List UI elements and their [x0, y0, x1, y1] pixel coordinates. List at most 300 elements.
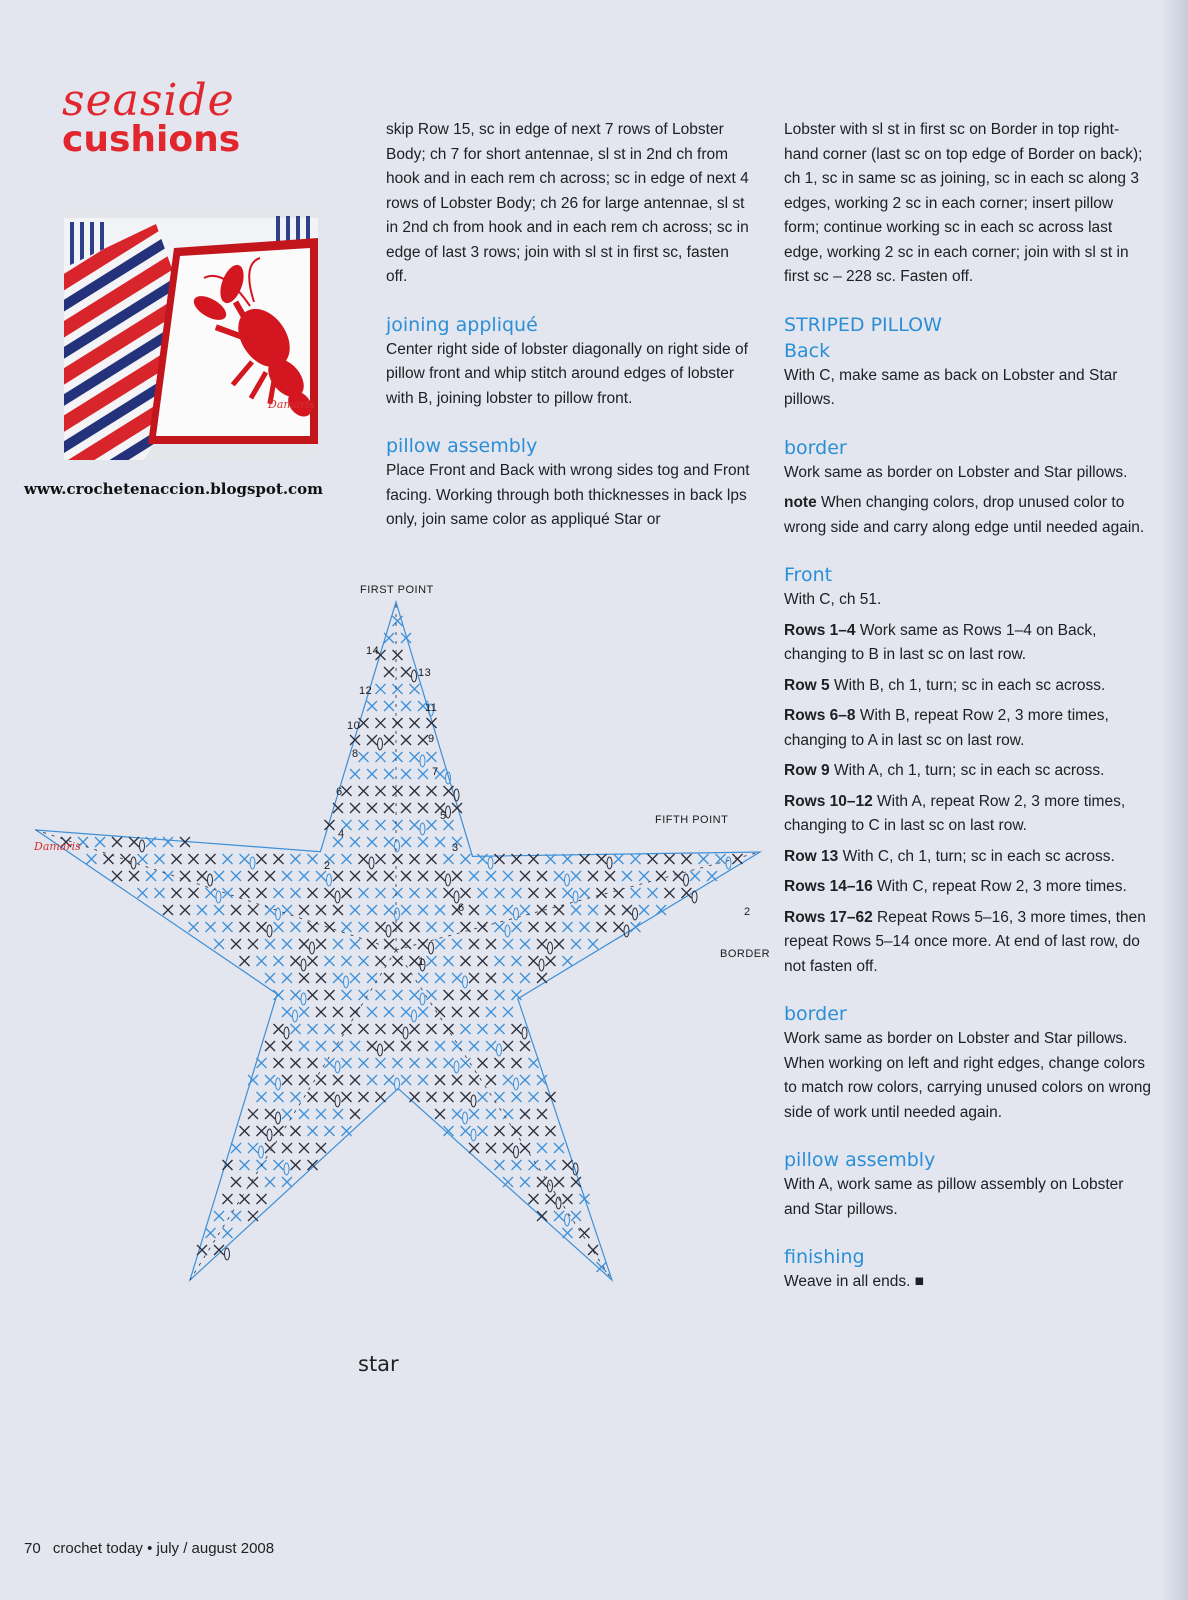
chain-stitch-mark — [471, 1129, 476, 1141]
stitch-mark — [401, 735, 411, 745]
stitch-mark — [248, 871, 258, 881]
stitch-mark — [435, 1041, 445, 1051]
finishing-heading: finishing — [784, 1246, 865, 1268]
stitch-mark — [282, 1007, 292, 1017]
chart-row-number: 8 — [352, 748, 359, 760]
stitch-mark — [308, 990, 318, 1000]
stitch-mark — [376, 956, 386, 966]
stitch-mark — [452, 1109, 462, 1119]
stitch-mark — [452, 1075, 462, 1085]
stitch-mark — [401, 803, 411, 813]
stitch-mark — [486, 973, 496, 983]
chart-row-number: 6 — [458, 902, 465, 914]
stitch-mark — [401, 769, 411, 779]
stitch-mark — [401, 837, 411, 847]
stitch-mark — [512, 1024, 522, 1034]
stitch-mark — [418, 905, 428, 915]
stitch-mark — [384, 1007, 394, 1017]
chain-stitch-mark — [488, 857, 493, 869]
stitch-mark — [444, 786, 454, 796]
stitch-mark — [333, 1109, 343, 1119]
stitch-mark — [180, 871, 190, 881]
chain-stitch-mark — [429, 942, 434, 954]
stitch-mark — [537, 871, 547, 881]
stitch-mark — [274, 922, 284, 932]
chain-stitch-mark — [395, 840, 400, 852]
stitch-mark — [588, 871, 598, 881]
stitch-mark — [648, 888, 658, 898]
stitch-mark — [299, 1143, 309, 1153]
stitch-mark — [138, 888, 148, 898]
stitch-mark — [376, 1058, 386, 1068]
stitch-mark — [299, 939, 309, 949]
assembly-heading: pillow assembly — [386, 435, 538, 457]
middle-intro: skip Row 15, sc in edge of next 7 rows of Lobster Body; ch 7 for short antennae, sl st in 2nd ch from hook and in each rem ch across; sc in edge of next 4 rows of Lobster Body; ch 26 for large antennae, sl st in 2nd ch from hook and in each rem ch across; sc in edge of last 3 rows; join with sl st in first sc, fasten off. — [386, 121, 749, 285]
stitch-mark — [291, 922, 301, 932]
stitch-mark — [461, 1058, 471, 1068]
stitch-mark — [282, 1143, 292, 1153]
stitch-mark — [257, 1058, 267, 1068]
stitch-mark — [401, 871, 411, 881]
chain-stitch-mark — [344, 976, 349, 988]
stitch-mark — [503, 871, 513, 881]
stitch-mark — [384, 735, 394, 745]
stitch-mark — [520, 1041, 530, 1051]
stitch-mark — [359, 956, 369, 966]
stitch-mark — [673, 871, 683, 881]
stitch-mark — [614, 888, 624, 898]
stitch-mark — [308, 888, 318, 898]
stitch-mark — [588, 1245, 598, 1255]
stitch-mark — [469, 973, 479, 983]
stitch-mark — [418, 837, 428, 847]
note-text: When changing colors, drop unused color to wrong side and carry along edge until needed again. — [784, 494, 1145, 536]
stitch-mark — [350, 1007, 360, 1017]
stitch-mark — [529, 956, 539, 966]
chain-stitch-mark — [131, 857, 136, 869]
stitch-mark — [401, 1007, 411, 1017]
stitch-mark — [580, 922, 590, 932]
stitch-mark — [648, 854, 658, 864]
chart-row-number: 4 — [338, 828, 345, 840]
stitch-mark — [248, 939, 258, 949]
stitch-mark — [240, 922, 250, 932]
stitch-mark — [427, 1092, 437, 1102]
stitch-mark — [478, 854, 488, 864]
stitch-mark — [308, 956, 318, 966]
pillows-illustration — [64, 208, 318, 460]
stitch-mark — [580, 854, 590, 864]
stitch-mark — [427, 786, 437, 796]
stitch-mark — [376, 1024, 386, 1034]
stitch-mark — [546, 1126, 556, 1136]
chain-stitch-mark — [607, 857, 612, 869]
stitch-mark — [707, 871, 717, 881]
page-title — [62, 75, 241, 160]
stitch-mark — [478, 1126, 488, 1136]
stitch-mark — [665, 854, 675, 864]
stitch-mark — [554, 1143, 564, 1153]
chain-stitch-mark — [259, 1146, 264, 1158]
stitch-mark — [282, 939, 292, 949]
stitch-mark — [138, 854, 148, 864]
column-middle — [386, 118, 752, 533]
stitch-mark — [622, 905, 632, 915]
chain-stitch-mark — [726, 857, 731, 869]
chain-stitch-mark — [463, 1112, 468, 1124]
stitch-mark — [359, 752, 369, 762]
stitch-mark — [367, 769, 377, 779]
chart-row-number: 2 — [324, 860, 331, 872]
footer-bullet: • — [147, 1540, 157, 1557]
stitch-mark — [461, 990, 471, 1000]
stitch-mark — [418, 735, 428, 745]
stitch-mark — [529, 1160, 539, 1170]
page-footer — [24, 1540, 274, 1557]
stitch-mark — [401, 1075, 411, 1085]
chain-stitch-mark — [565, 1214, 570, 1226]
stitch-mark — [274, 990, 284, 1000]
chain-stitch-mark — [301, 959, 306, 971]
stitch-mark — [316, 973, 326, 983]
stitch-mark — [367, 905, 377, 915]
stitch-mark — [435, 1075, 445, 1085]
stitch-mark — [418, 939, 428, 949]
stitch-mark — [469, 871, 479, 881]
stitch-mark — [240, 1126, 250, 1136]
stitch-mark — [129, 871, 139, 881]
stitch-mark — [197, 871, 207, 881]
stitch-mark — [146, 871, 156, 881]
stitch-mark — [316, 1075, 326, 1085]
stitch-mark — [316, 1007, 326, 1017]
row-instruction: Row 9 With A, ch 1, turn; sc in each sc across. — [784, 762, 1105, 779]
stitch-mark — [435, 905, 445, 915]
stitch-mark — [206, 922, 216, 932]
stitch-mark — [274, 1126, 284, 1136]
stitch-mark — [478, 1058, 488, 1068]
photo-watermark: Damaris — [268, 398, 315, 411]
stitch-mark — [299, 1007, 309, 1017]
stitch-mark — [223, 854, 233, 864]
stitch-mark — [461, 1092, 471, 1102]
stitch-mark — [495, 1058, 505, 1068]
stitch-mark — [291, 956, 301, 966]
stitch-mark — [512, 956, 522, 966]
stitch-mark — [359, 1058, 369, 1068]
stitch-mark — [614, 854, 624, 864]
chain-stitch-mark — [310, 942, 315, 954]
stitch-mark — [112, 871, 122, 881]
stitch-mark — [299, 973, 309, 983]
stitch-mark — [563, 1228, 573, 1238]
stitch-mark — [571, 939, 581, 949]
stitch-mark — [393, 888, 403, 898]
stitch-mark — [512, 922, 522, 932]
stitch-mark — [444, 888, 454, 898]
stitch-mark — [384, 667, 394, 677]
stitch-mark — [308, 1058, 318, 1068]
stitch-mark — [248, 1211, 258, 1221]
stitch-mark — [240, 956, 250, 966]
chain-stitch-mark — [335, 1095, 340, 1107]
stitch-mark — [418, 871, 428, 881]
stitch-mark — [410, 990, 420, 1000]
stitch-mark — [367, 871, 377, 881]
stitch-mark — [520, 871, 530, 881]
stitch-mark — [274, 1092, 284, 1102]
stitch-mark — [342, 1092, 352, 1102]
stitch-mark — [248, 905, 258, 915]
finishing-text: Weave in all ends. ■ — [784, 1273, 925, 1290]
stitch-mark — [248, 1109, 258, 1119]
stitch-mark — [257, 1126, 267, 1136]
row-instruction: Rows 17–62 Repeat Rows 5–16, 3 more times, then repeat Rows 5–14 once more. At end of last row, do not fasten off. — [784, 908, 1146, 975]
stitch-mark — [384, 973, 394, 983]
stitch-mark — [316, 1041, 326, 1051]
chart-row-number: 6 — [336, 786, 343, 798]
stitch-mark — [554, 871, 564, 881]
row-instruction: Row 13 With C, ch 1, turn; sc in each sc across. — [784, 847, 1115, 865]
stitch-mark — [308, 922, 318, 932]
stitch-mark — [359, 1024, 369, 1034]
stitch-mark — [410, 820, 420, 830]
stitch-mark — [427, 1024, 437, 1034]
page-number: 70 — [24, 1540, 41, 1557]
stitch-mark — [359, 820, 369, 830]
pillows-photo — [64, 208, 318, 460]
stitch-mark — [452, 973, 462, 983]
stitch-mark — [563, 1194, 573, 1204]
border2-heading: border — [784, 1003, 847, 1025]
chain-stitch-mark — [412, 670, 417, 682]
stitch-mark — [486, 1143, 496, 1153]
stitch-mark — [444, 922, 454, 932]
note-label: note — [784, 494, 817, 511]
chain-stitch-mark — [327, 874, 332, 886]
stitch-mark — [350, 1109, 360, 1119]
stitch-mark — [537, 1211, 547, 1221]
chain-stitch-mark — [514, 1078, 519, 1090]
chain-stitch-mark — [573, 891, 578, 903]
stitch-mark — [325, 1058, 335, 1068]
stitch-mark — [461, 922, 471, 932]
chain-stitch-mark — [573, 1163, 578, 1175]
stitch-mark — [512, 1092, 522, 1102]
stitch-mark — [418, 1007, 428, 1017]
stitch-mark — [257, 956, 267, 966]
stitch-mark — [537, 1109, 547, 1119]
stitch-mark — [401, 905, 411, 915]
first-point-label: FIRST POINT — [360, 584, 434, 596]
stitch-mark — [427, 752, 437, 762]
stitch-mark — [350, 905, 360, 915]
stitch-mark — [427, 922, 437, 932]
stitch-mark — [410, 888, 420, 898]
stitch-mark — [163, 837, 173, 847]
chain-stitch-mark — [471, 1095, 476, 1107]
stitch-mark — [367, 973, 377, 983]
stitch-mark — [265, 973, 275, 983]
stitch-mark — [231, 871, 241, 881]
stitch-mark — [554, 905, 564, 915]
stitch-mark — [325, 1126, 335, 1136]
stitch-mark — [350, 871, 360, 881]
right-intro: Lobster with sl st in first sc on Border in top right-hand corner (last sc on top edge of Border on back); ch 1, sc in same sc as joining, sc in each sc along 3 edges, working 2 sc in each corner; insert pillow form; continue working sc in each sc across last edge, working 2 sc in each corner; join with sl st in first sc – 228 sc. Fasten off. — [784, 121, 1143, 285]
stitch-mark — [231, 905, 241, 915]
stitch-mark — [520, 939, 530, 949]
title-main: cushions — [62, 119, 241, 160]
chain-stitch-mark — [225, 1248, 230, 1260]
stitch-mark — [486, 1075, 496, 1085]
stitch-mark — [189, 854, 199, 864]
stitch-mark — [291, 1058, 301, 1068]
chain-stitch-mark — [539, 959, 544, 971]
stitch-mark — [512, 1160, 522, 1170]
stitch-mark — [452, 939, 462, 949]
chain-stitch-mark — [446, 874, 451, 886]
stitch-mark — [665, 888, 675, 898]
stitch-mark — [214, 871, 224, 881]
star-crochet-chart — [22, 590, 782, 1330]
stitch-mark — [231, 1143, 241, 1153]
stitch-mark — [325, 1024, 335, 1034]
stitch-mark — [631, 854, 641, 864]
stitch-mark — [690, 871, 700, 881]
stitch-mark — [418, 1041, 428, 1051]
stitch-mark — [503, 1041, 513, 1051]
chart-caption: star — [358, 1352, 399, 1376]
stitch-mark — [367, 1007, 377, 1017]
chain-stitch-mark — [395, 1078, 400, 1090]
stitch-mark — [282, 1075, 292, 1085]
stitch-mark — [435, 837, 445, 847]
stitch-mark — [580, 1194, 590, 1204]
chain-stitch-mark — [267, 1129, 272, 1141]
stitch-mark — [461, 1126, 471, 1136]
stitch-mark — [325, 1092, 335, 1102]
stitch-mark — [435, 939, 445, 949]
stitch-mark — [342, 990, 352, 1000]
stitch-mark — [427, 854, 437, 864]
stitch-mark — [350, 939, 360, 949]
stitch-mark — [274, 888, 284, 898]
stitch-mark — [520, 1109, 530, 1119]
stitch-mark — [189, 888, 199, 898]
stitch-mark — [631, 922, 641, 932]
stitch-mark — [316, 1143, 326, 1153]
chain-stitch-mark — [276, 1112, 281, 1124]
magazine-name: crochet today — [52, 1540, 143, 1557]
stitch-mark — [410, 718, 420, 728]
joining-text: Center right side of lobster diagonally on right side of pillow front and whip stitch around edges of lobster with B, joining lobster to pillow front. — [386, 340, 748, 407]
stitch-mark — [308, 1126, 318, 1136]
stitch-mark — [265, 1109, 275, 1119]
stitch-mark — [529, 1092, 539, 1102]
chain-stitch-mark — [463, 976, 468, 988]
stitch-mark — [427, 956, 437, 966]
stitch-mark — [350, 769, 360, 779]
stitch-mark — [410, 786, 420, 796]
stitch-mark — [486, 871, 496, 881]
stitch-mark — [461, 956, 471, 966]
stitch-mark — [410, 922, 420, 932]
stitch-mark — [316, 939, 326, 949]
chart-row-number: 11 — [425, 702, 438, 714]
chain-stitch-mark — [267, 925, 272, 937]
stitch-mark — [554, 1177, 564, 1187]
stitch-mark — [350, 837, 360, 847]
stitch-mark — [546, 956, 556, 966]
stitch-mark — [197, 905, 207, 915]
stitch-mark — [384, 769, 394, 779]
stitch-mark — [384, 939, 394, 949]
stitch-mark — [350, 973, 360, 983]
stitch-mark — [291, 1024, 301, 1034]
stitch-mark — [537, 1143, 547, 1153]
stitch-mark — [418, 973, 428, 983]
stitch-mark — [316, 905, 326, 915]
stitch-mark — [342, 786, 352, 796]
stitch-mark — [529, 1126, 539, 1136]
stitch-mark — [529, 922, 539, 932]
stitch-mark — [257, 1092, 267, 1102]
stitch-mark — [325, 956, 335, 966]
stitch-mark — [529, 1194, 539, 1204]
stitch-mark — [512, 990, 522, 1000]
stitch-mark — [333, 973, 343, 983]
stitch-mark — [299, 871, 309, 881]
stitch-mark — [503, 905, 513, 915]
striped-pillow-heading: STRIPED PILLOW — [784, 313, 942, 336]
stitch-mark — [512, 1058, 522, 1068]
chain-stitch-mark — [505, 925, 510, 937]
stitch-mark — [384, 803, 394, 813]
stitch-mark — [282, 973, 292, 983]
stitch-mark — [503, 1075, 513, 1085]
chain-stitch-mark — [403, 1027, 408, 1039]
border-heading: border — [784, 436, 847, 459]
stitch-mark — [231, 1211, 241, 1221]
stitch-mark — [520, 973, 530, 983]
issue-date: july / august 2008 — [156, 1540, 275, 1557]
chart-signature: Damaris — [34, 840, 81, 853]
stitch-mark — [614, 922, 624, 932]
stitch-mark — [155, 854, 165, 864]
stitch-mark — [265, 1041, 275, 1051]
stitch-mark — [597, 854, 607, 864]
stitch-mark — [359, 854, 369, 864]
stitch-mark — [376, 990, 386, 1000]
stitch-mark — [682, 854, 692, 864]
stitch-mark — [367, 837, 377, 847]
stitch-mark — [376, 888, 386, 898]
stitch-mark — [393, 752, 403, 762]
stitch-mark — [461, 854, 471, 864]
stitch-mark — [495, 1092, 505, 1102]
stitch-mark — [546, 1160, 556, 1170]
chart-row-number: 13 — [418, 667, 432, 679]
stitch-mark — [563, 1160, 573, 1170]
stitch-mark — [427, 820, 437, 830]
stitch-mark — [384, 701, 394, 711]
website-url: www.crochetenaccion.blogspot.com — [24, 480, 324, 498]
stitch-mark — [129, 837, 139, 847]
stitch-mark — [537, 939, 547, 949]
stitch-mark — [537, 1177, 547, 1187]
chain-stitch-mark — [692, 891, 697, 903]
stitch-mark — [333, 871, 343, 881]
